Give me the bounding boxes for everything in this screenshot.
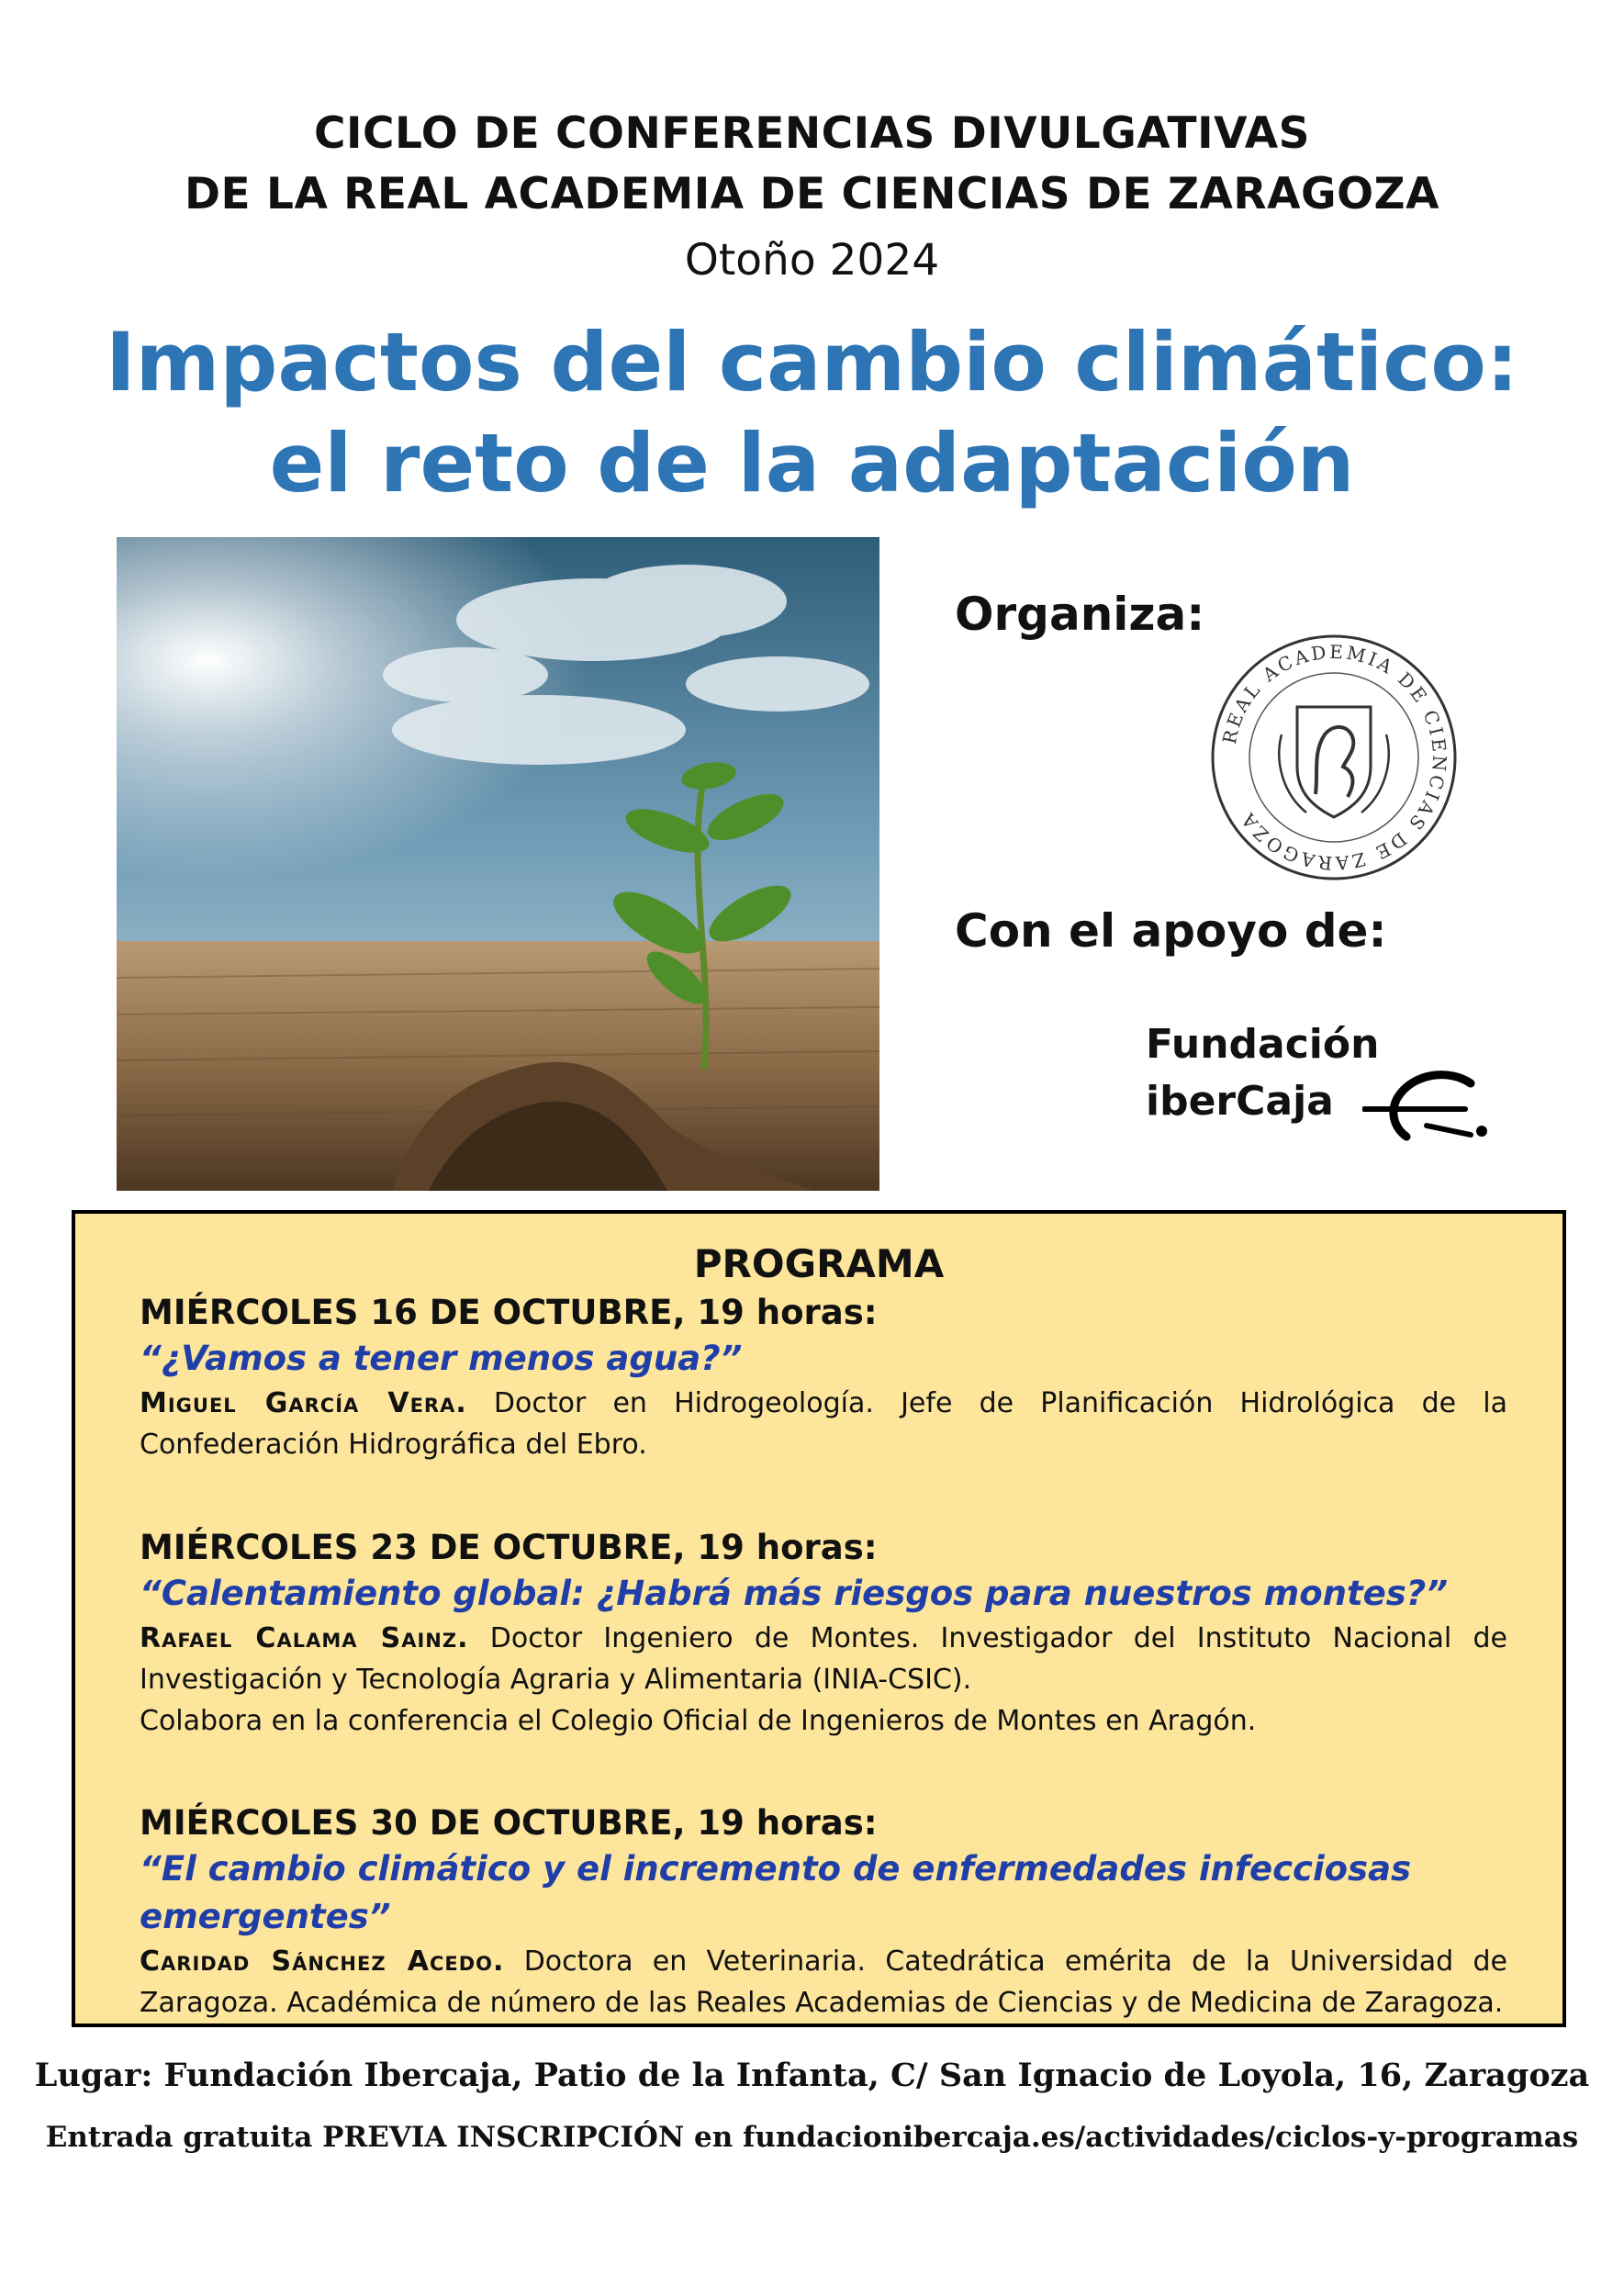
programa-title: PROGRAMA bbox=[693, 1241, 945, 1286]
main-title-line-1: Impactos del cambio climático: bbox=[105, 315, 1519, 409]
sponsor-line-2: iberCaja bbox=[1146, 1078, 1334, 1125]
speaker-name: Miguel García Vera. bbox=[140, 1387, 467, 1419]
session-note: Colabora en la conferencia el Colegio Oficial de Ingenieros de Montes en Aragón. bbox=[140, 1705, 1257, 1737]
speaker-bio: Doctor en Hidrogeología. Jefe de Planificación Hidrológica de la Confederación Hidrográfica del Ebro. bbox=[140, 1387, 1507, 1461]
speaker-name: Caridad Sánchez Acedo. bbox=[140, 1945, 505, 1978]
speaker-bio: Doctor Ingeniero de Montes. Investigador del Instituto Nacional de Investigación y Tecnología Agraria y Alimentaria (INIA-CSIC). bbox=[140, 1622, 1507, 1696]
programa-box bbox=[72, 1210, 1566, 2027]
main-title-line-2: el reto de la adaptación bbox=[269, 416, 1355, 510]
organiza-label: Organiza: bbox=[955, 588, 1205, 641]
session-talk-title: “El cambio climático y el incremento de enfermedades infecciosas emergentes” bbox=[140, 1849, 1412, 1936]
header-line-2: DE LA REAL ACADEMIA DE CIENCIAS DE ZARAGOZA bbox=[185, 169, 1439, 219]
academy-seal bbox=[1210, 633, 1458, 881]
session-talk-title: “¿Vamos a tener menos agua?” bbox=[140, 1339, 743, 1378]
seedling-illustration bbox=[117, 537, 879, 1191]
session-description bbox=[140, 1383, 1507, 1465]
ibercaja-mark-icon bbox=[1362, 1071, 1491, 1144]
venue-text: Lugar: Fundación Ibercaja, Patio de la Infanta, C/ San Ignacio de Loyola, 16, Zaragoza bbox=[34, 2057, 1590, 2094]
academy-seal-icon bbox=[1210, 633, 1458, 881]
session-date: MIÉRCOLES 23 DE OCTUBRE, 19 horas: bbox=[140, 1528, 878, 1567]
sponsor-line-1: Fundación bbox=[1146, 1021, 1380, 1068]
header-season: Otoño 2024 bbox=[684, 235, 940, 286]
seal-text: REAL ACADEMIA DE CIENCIAS DE ZARAGOZA bbox=[1217, 640, 1451, 875]
session-3 bbox=[140, 1801, 1507, 2024]
session-description bbox=[140, 1941, 1507, 2024]
speaker-bio: Doctora en Veterinaria. Catedrática emérita de la Universidad de Zaragoza. Académica de número de las Reales Academias de Ciencias y de Medicina de Zaragoza. bbox=[140, 1945, 1507, 2019]
speaker-name: Rafael Calama Sainz. bbox=[140, 1622, 469, 1654]
session-2 bbox=[140, 1526, 1507, 1742]
session-date: MIÉRCOLES 16 DE OCTUBRE, 19 horas: bbox=[140, 1293, 878, 1332]
session-description bbox=[140, 1618, 1507, 1700]
session-date: MIÉRCOLES 30 DE OCTUBRE, 19 horas: bbox=[140, 1803, 878, 1843]
seedling-photo bbox=[117, 537, 879, 1191]
header-line-1: CICLO DE CONFERENCIAS DIVULGATIVAS bbox=[314, 108, 1310, 159]
registration-text: Entrada gratuita PREVIA INSCRIPCIÓN en fundacionibercaja.es/actividades/ciclos-y-programas bbox=[45, 2121, 1579, 2154]
session-1 bbox=[140, 1291, 1507, 1465]
session-talk-title: “Calentamiento global: ¿Habrá más riesgos para nuestros montes?” bbox=[140, 1574, 1449, 1613]
apoyo-label: Con el apoyo de: bbox=[955, 904, 1387, 958]
fundacion-ibercaja-logo bbox=[1146, 1021, 1495, 1159]
